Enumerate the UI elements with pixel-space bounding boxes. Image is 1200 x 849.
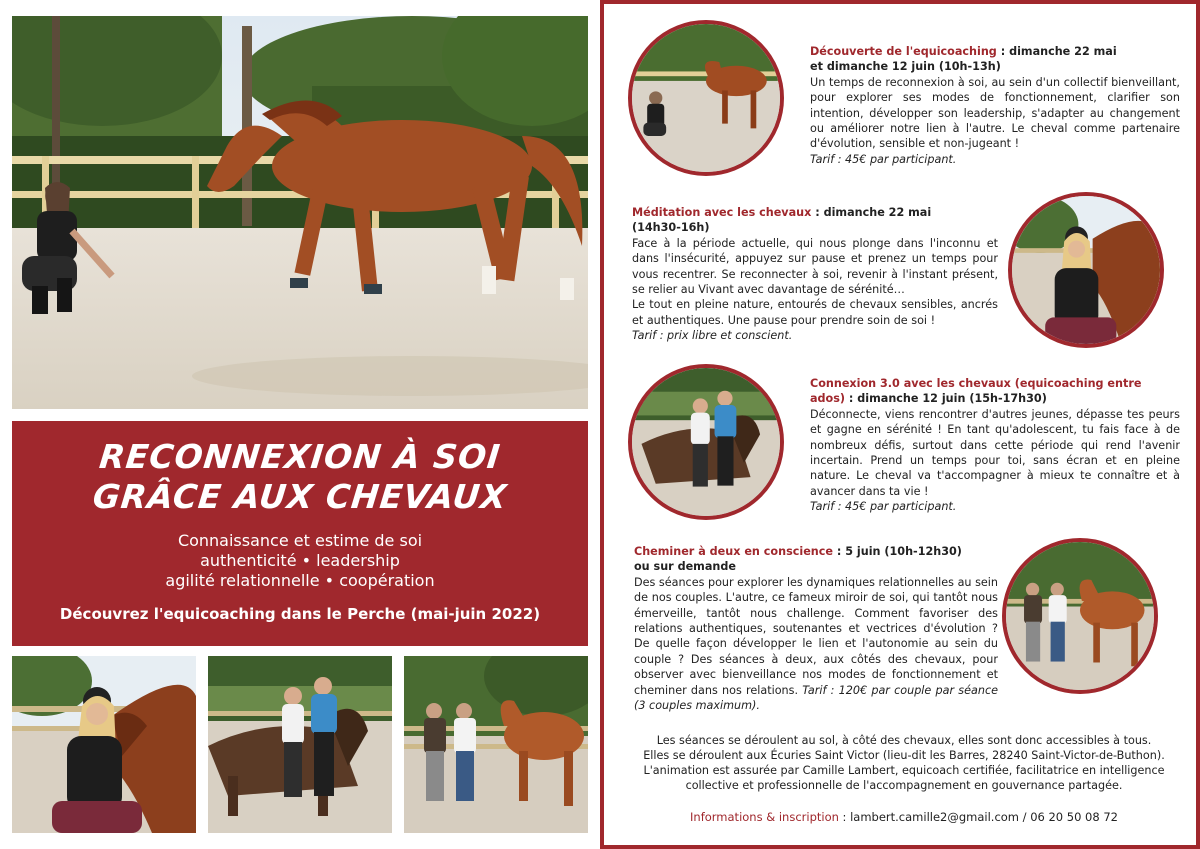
section-title: Cheminer à deux en conscience — [634, 545, 833, 558]
keyword-line: agilité relationnelle • coopération — [165, 571, 435, 590]
section-tarif: Tarif : 45€ par participant. — [810, 152, 957, 166]
section-body-2: Le tout en pleine nature, entourés de chevaux sensibles, ancrés et authentiques. Une pause pour prendre soin de soi ! — [632, 298, 998, 327]
section-dates: : dimanche 22 mai — [996, 45, 1117, 58]
section-title: Découverte de l'equicoaching — [810, 45, 997, 58]
section-dates-2: ou sur demande — [634, 560, 736, 574]
section-body: Un temps de reconnexion à soi, au sein d'un collectif bienveillant, pour explorer ses modes de fonctionnement, clarifier son intention, développer son leadership, s'adapter au changement ou améliorer notre lien à l'autre. Le cheval comme partenaire d'évolution, sensible et non-jugeant ! — [810, 75, 1180, 151]
footer-line: Elles se déroulent aux Écuries Saint Victor (lieu-dit les Barres, 28240 Saint-Victor-de-Buthon). — [643, 749, 1165, 762]
section-header — [634, 544, 998, 559]
circle-photo-couple-horse — [1002, 538, 1158, 694]
section-tarif: Tarif : 120€ par couple par séance (3 couples maximum). — [634, 683, 998, 713]
circle-photo-girl-horse — [1008, 192, 1164, 348]
section-dates: : dimanche 12 juin (15h-17h30) — [845, 392, 1047, 406]
title-panel — [12, 421, 588, 646]
thumb-photo-girl-horse — [12, 656, 196, 833]
footer-line: L'animation est assurée par Camille Lambert, equicoach certifiée, facilitatrice en intelligence — [643, 764, 1165, 777]
section-title: Méditation avec les chevaux — [632, 206, 812, 219]
section-dates: : 5 juin (10h-12h30) — [832, 545, 962, 558]
thumb-photo-couple-horse — [404, 656, 588, 833]
keywords — [12, 531, 588, 591]
footer-line: Les séances se déroulent au sol, à côté des chevaux, elles sont donc accessibles à tous. — [656, 734, 1152, 747]
contact-label: Informations & inscription — [690, 810, 839, 824]
hero-photo-horse-woman — [12, 16, 588, 409]
section-body: Déconnecte, viens rencontrer d'autres jeunes, dépasse tes peurs et gagne en sérénité ! En tant qu'adolescent, tu fais face à de nombreux défis, surtout dans cette période qui rend l'avenir incertain. Prend un temps pour toi, sans écran et en pleine nature. Le cheval va t'accompagner à mieux te connaître et à avancer dans ta vie ! — [810, 407, 1180, 498]
section-dates: : dimanche 22 mai — [811, 206, 932, 219]
section-tarif: Tarif : prix libre et conscient. — [632, 329, 793, 343]
right-page — [600, 0, 1200, 849]
contact-line — [624, 810, 1184, 824]
section-body: Face à la période actuelle, qui nous plonge dans l'inconnu et dans l'insécurité, appuyez sur pause et prenez un temps pour vous recentrer. Se reconnecter à soi, revenir à l'instant présent, se relier au Vivant avec davantage de sérénité… — [632, 236, 998, 297]
main-title-line-1: RECONNEXION À SOI — [97, 437, 503, 476]
section-tarif: Tarif : 45€ par participant. — [810, 500, 957, 514]
footer-info — [624, 733, 1184, 793]
section-header — [632, 205, 998, 220]
contact-value[interactable]: : lambert.camille2@gmail.com / 06 20 50 08 72 — [838, 810, 1118, 824]
section-header — [810, 376, 1180, 407]
main-title-line-2: GRÂCE AUX CHEVAUX — [90, 477, 510, 516]
section-connexion-ados — [810, 376, 1180, 515]
circle-photo-teens-horse — [628, 364, 784, 520]
section-cheminer-a-deux — [634, 544, 998, 713]
section-body — [634, 575, 998, 714]
circle-photo-woman-horse — [628, 20, 784, 176]
thumb-photo-teens-horse — [208, 656, 392, 833]
section-decouverte — [810, 44, 1180, 167]
section-dates-2: et dimanche 12 juin (10h-13h) — [810, 60, 1001, 74]
section-dates-2: (14h30-16h) — [632, 221, 710, 235]
section-title: Connexion 3.0 avec les chevaux (equicoaching entre ados) — [810, 377, 1142, 406]
subtitle: Découvrez l'equicoaching dans le Perche (mai-juin 2022) — [59, 605, 541, 623]
section-header — [810, 44, 1180, 59]
footer-line: collective et professionnelle de l'accompagnement en gouvernance partagée. — [685, 779, 1123, 792]
keyword-line: Connaissance et estime de soi — [177, 531, 423, 550]
section-meditation — [632, 205, 998, 344]
keyword-line: authenticité • leadership — [200, 551, 400, 570]
section-body-text: Des séances pour explorer les dynamiques relationnelles au sein de nos couples. L'autre, ce fameux miroir de soi, qui tantôt nous émerveille, tantôt nous challenge. Comment favoriser des relations authentiques, soutenantes et vectrices d'évolution ? De quelle façon développer le lien et l'autonomie au sein du couple ? Des séances à deux, aux côtés des chevaux, pour observer avec bienveillance nos modes de fonctionnement et cheminer dans nos relations. — [634, 575, 998, 697]
